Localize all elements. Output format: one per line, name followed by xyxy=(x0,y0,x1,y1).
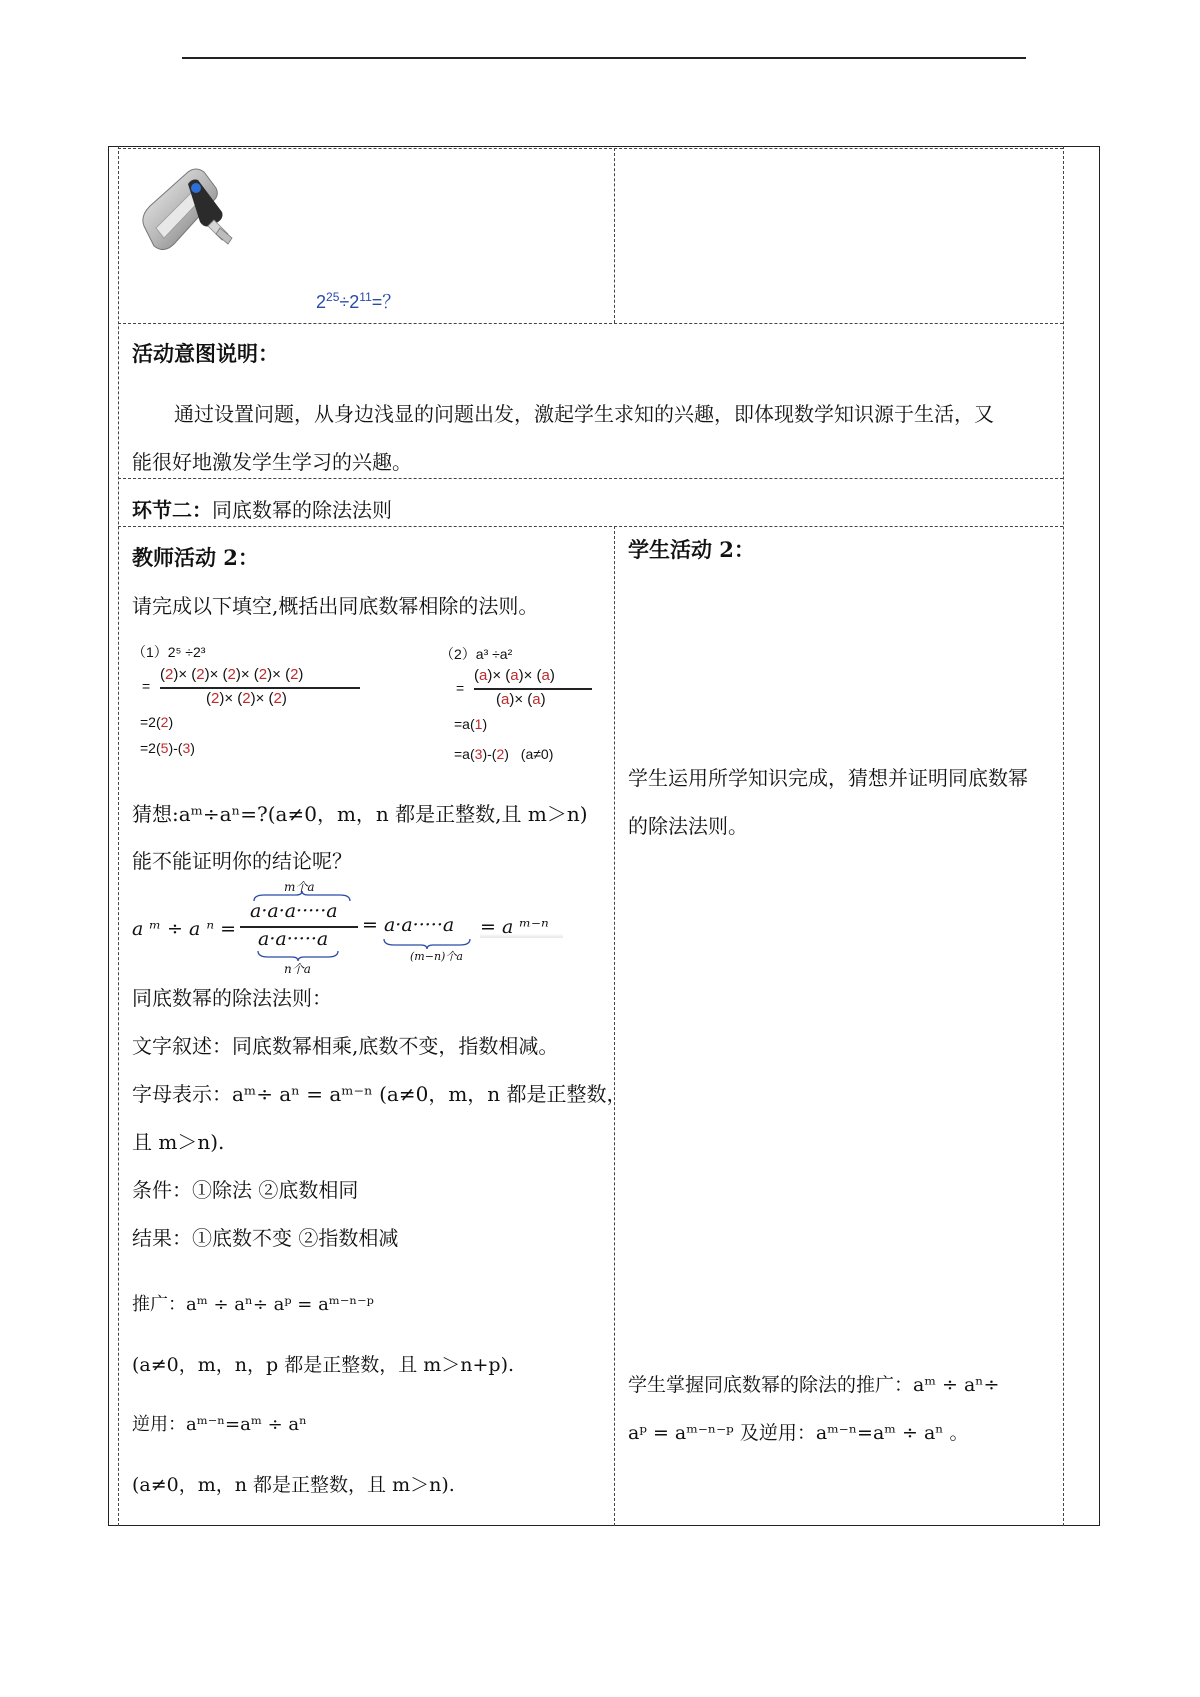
proof-middle: = a·a·····a xyxy=(362,914,455,936)
equation-exp-1: 25 xyxy=(326,290,340,304)
inner-top-border xyxy=(118,148,1063,149)
prove-question: 能不能证明你的结论呢？ xyxy=(132,849,352,873)
student-para2-line2: aᵖ = aᵐ⁻ⁿ⁻ᵖ 及逆用：aᵐ⁻ⁿ=aᵐ ÷ aⁿ 。 xyxy=(628,1422,969,1444)
ex1-label: （1）2⁵ ÷2³ xyxy=(132,644,206,660)
ex2-denominator: (a)× (a) xyxy=(496,691,546,708)
ex2-step2-base: =a xyxy=(454,746,470,762)
reverse-text: 逆用：aᵐ⁻ⁿ=aᵐ ÷ aⁿ xyxy=(132,1414,307,1435)
student-para1-line2: 的除法法则。 xyxy=(628,814,748,838)
ex2-equals: = xyxy=(456,680,465,696)
ex1-num-3: 2 xyxy=(258,666,268,683)
ex1-numerator: (2)× (2)× (2)× (2)× (2) xyxy=(160,666,304,683)
ex2-den-1: a xyxy=(532,691,541,708)
teacher-heading: 教师活动 2： xyxy=(132,545,259,570)
proof-middle-label: (m−n)个a xyxy=(410,950,463,963)
ex2-fraction-bar xyxy=(474,688,592,690)
section-title: 同底数幂的除法法则 xyxy=(212,498,392,522)
ex1-num-2: 2 xyxy=(227,666,236,683)
ex2-step1: =a(1) xyxy=(454,716,488,732)
ex1-num-1: 2 xyxy=(196,666,205,683)
ex2-step2-ans1: 3 xyxy=(474,746,483,762)
extend-condition: (a≠0，m，n，p 都是正整数，且 m＞n+p). xyxy=(132,1354,515,1376)
inner-left-border xyxy=(118,146,119,1526)
ex1-step2: =2(5)-(3) xyxy=(140,740,195,756)
ex1-den-0: 2 xyxy=(211,690,220,707)
section-heading xyxy=(132,494,392,523)
result-text: 结果：①底数不变 ②指数相减 xyxy=(132,1226,399,1250)
proof-top-label: m个a xyxy=(284,880,315,894)
ex1-equals: = xyxy=(142,678,151,694)
ex1-fraction-bar xyxy=(160,687,360,689)
row-divider-1 xyxy=(118,323,1063,324)
teacher-instruction: 请完成以下填空,概括出同底数幂相除的法则。 xyxy=(132,594,539,618)
ex2-step1-base: =a xyxy=(454,716,470,732)
ex1-step2-base: =2 xyxy=(140,740,156,756)
section-label: 环节二： xyxy=(132,498,212,522)
usb-drive-image xyxy=(136,166,246,256)
equation-base-1: 2 xyxy=(316,292,327,312)
ex1-num-4: 2 xyxy=(290,666,299,683)
intent-heading: 活动意图说明： xyxy=(132,341,279,366)
ex1-step1-ans: 2 xyxy=(160,714,169,730)
ex2-step2-ans2: 2 xyxy=(496,746,505,762)
condition-text: 条件：①除法 ②底数相同 xyxy=(132,1178,359,1202)
ex2-label: （2）a³ ÷a² xyxy=(440,646,513,662)
guess-text: 猜想:aᵐ÷aⁿ=?(a≠0，m，n 都是正整数,且 m＞n) xyxy=(132,802,588,826)
inner-right-border xyxy=(1063,146,1064,1526)
row-divider-3 xyxy=(118,526,1063,527)
proof-lhs: a ᵐ ÷ a ⁿ = xyxy=(132,918,237,940)
ex2-step1-ans: 1 xyxy=(474,716,483,732)
intent-line-1: 通过设置问题，从身边浅显的问题出发，激起学生求知的兴趣，即体现数学知识源于生活，又 xyxy=(174,402,994,426)
ex1-den-1: 2 xyxy=(242,690,251,707)
reverse-condition: (a≠0，m，n 都是正整数，且 m＞n). xyxy=(132,1474,455,1496)
proof-bottom-label: n个a xyxy=(284,962,311,976)
equation-base-2: 2 xyxy=(349,292,360,312)
equation-exp-2: 11 xyxy=(359,290,372,304)
top-equation xyxy=(316,288,400,314)
ex2-condition: (a≠0) xyxy=(520,746,554,762)
intent-line-2: 能很好地激发学生学习的兴趣。 xyxy=(132,450,412,474)
equation-op: ÷ xyxy=(339,292,350,312)
column-divider-top xyxy=(614,148,615,323)
column-divider-bottom xyxy=(614,526,615,1526)
proof-denominator: a·a·····a xyxy=(258,928,329,950)
ex2-step2: =a(3)-(2) (a≠0) xyxy=(454,746,554,762)
rule-title: 同底数幂的除法法则： xyxy=(132,986,332,1010)
student-para1-line1: 学生运用所学知识完成，猜想并证明同底数幂 xyxy=(628,766,1028,790)
ex2-numerator: (a)× (a)× (a) xyxy=(474,667,555,684)
extend-text: 推广：aᵐ ÷ aⁿ÷ aᵖ = aᵐ⁻ⁿ⁻ᵖ xyxy=(132,1294,374,1315)
ex1-denominator: (2)× (2)× (2) xyxy=(206,690,287,707)
ex2-den-0: a xyxy=(501,691,510,708)
proof-rhs: = a ᵐ⁻ⁿ xyxy=(480,916,563,938)
student-heading: 学生活动 2： xyxy=(628,537,755,562)
ex1-step2-ans1: 5 xyxy=(160,740,169,756)
header-rule xyxy=(182,57,1026,59)
letter-rule-continued: 且 m＞n). xyxy=(132,1130,225,1154)
ex1-step1: =2(2) xyxy=(140,714,174,730)
letter-rule: 字母表示：aᵐ÷ aⁿ = aᵐ⁻ⁿ (a≠0，m，n 都是正整数， xyxy=(132,1082,627,1106)
ex1-step2-ans2: 3 xyxy=(182,740,191,756)
row-divider-2 xyxy=(118,478,1063,479)
proof-numerator: a·a·a·····a xyxy=(250,900,338,922)
student-para2-line1: 学生掌握同底数幂的除法的推广：aᵐ ÷ aⁿ÷ xyxy=(628,1374,1000,1396)
ex2-num-1: a xyxy=(510,667,519,684)
equation-tail: =？ xyxy=(371,292,401,312)
ex1-den-2: 2 xyxy=(273,690,282,707)
ex1-step1-base: =2 xyxy=(140,714,156,730)
ex2-num-2: a xyxy=(541,667,550,684)
text-rule: 文字叙述：同底数幂相乘,底数不变，指数相减。 xyxy=(132,1034,559,1058)
ex1-num-0: 2 xyxy=(165,666,174,683)
ex2-num-0: a xyxy=(479,667,488,684)
